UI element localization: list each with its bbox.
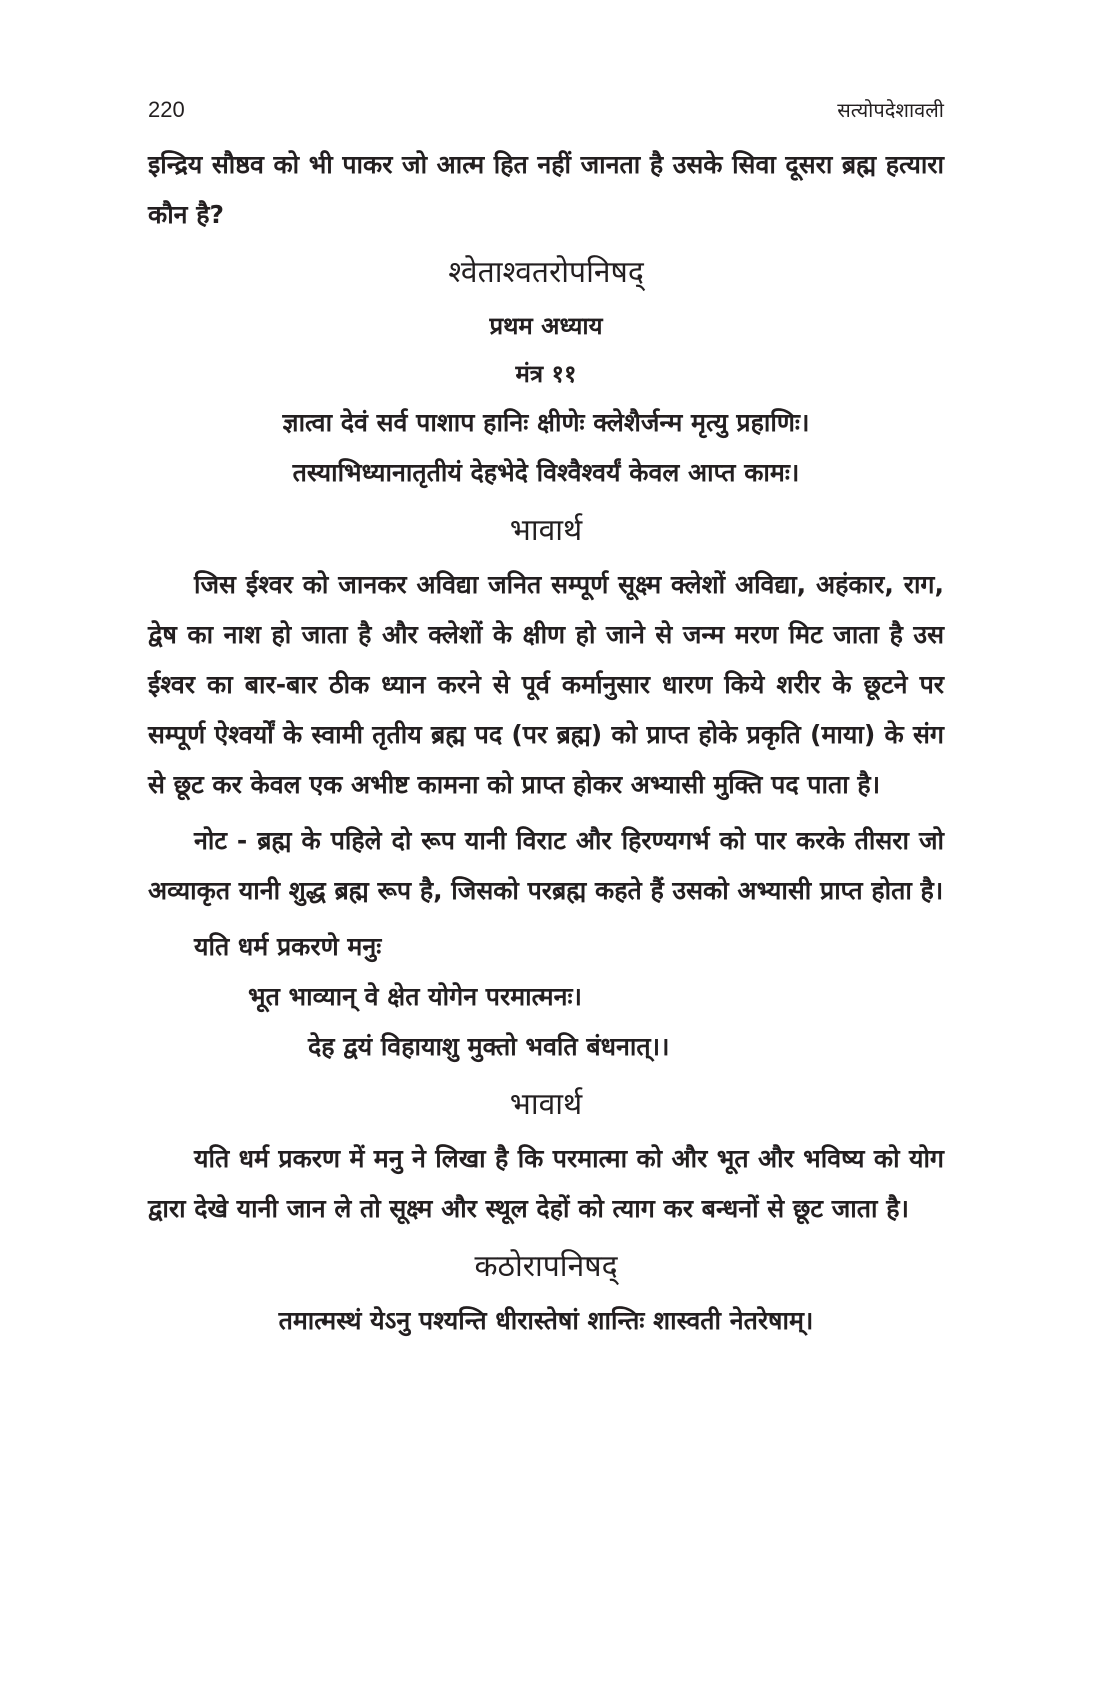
manu-meaning-paragraph: यति धर्म प्रकरण में मनु ने लिखा है कि परमात्मा को और भूत और भविष्य को योग द्वारा देखे यानी जान ले तो सूक्ष्म और स्थूल देहों को त्याग कर बन्धनों से छूट जाता है।	[148, 1144, 944, 1223]
verse-line: ज्ञात्वा देवं सर्व पाशाप हानिः क्षीणेः क्लेशैर्जन्म मृत्यु प्रहाणिः।	[282, 408, 810, 437]
section-title-shvetashvatara: श्वेताश्वतरोपनिषद्	[448, 255, 644, 290]
chapter-heading: प्रथम अध्याय	[489, 312, 603, 340]
manu-intro: यति धर्म प्रकरणे मनुः	[194, 932, 382, 961]
section-title-katha: कठोरापनिषद्	[474, 1249, 618, 1284]
page-number: 220	[148, 97, 185, 122]
meaning-paragraph: जिस ईश्वर को जानकर अविद्या जनित सम्पूर्ण सूक्ष्म क्लेशों अविद्या, अहंकार, राग, द्वेष का नाश हो जाता है और क्लेशों के क्षीण हो जाने से जन्म मरण मिट जाता है उस ईश्वर का बार-बार ठीक ध्यान करने से पूर्व कर्मानुसार धारण किये शरीर के छूटने पर सम्पूर्ण ऐश्वर्यों के स्वामी तृतीय ब्रह्म पद (पर ब्रह्म) को प्राप्त होके प्रकृति (माया) के संग से छूट कर केवल एक अभीष्ट कामना को प्राप्त होकर अभ्यासी मुक्ति पद पाता है।	[148, 570, 944, 799]
verse-line: भूत भाव्यान् वे क्षेत योगेन परमात्मनः।	[248, 982, 583, 1011]
verse-line: तस्याभिध्यानातृतीयं देहभेदे विश्वैश्वर्यं केवल आप्त कामः।	[292, 458, 800, 487]
book-page	[148, 96, 944, 1346]
verse-line: देह द्वयं विहायाशु मुक्तो भवति बंधनात्।।	[308, 1032, 670, 1061]
running-header	[148, 96, 944, 140]
meaning-heading: भावार्थ	[509, 513, 583, 548]
intro-paragraph: इन्द्रिय सौष्ठव को भी पाकर जो आत्म हित नहीं जानता है उसके सिवा दूसरा ब्रह्म हत्यारा कौन है?	[148, 150, 944, 229]
verse-line: तमात्मस्थं येऽनु पश्यन्ति धीरास्तेषां शान्तिः शास्वती नेतरेषाम्।	[278, 1306, 814, 1335]
mantra-heading: मंत्र ११	[515, 360, 577, 388]
book-title: सत्योपदेशावली	[837, 98, 944, 122]
meaning-heading: भावार्थ	[509, 1087, 583, 1122]
note-paragraph: नोट - ब्रह्म के पहिले दो रूप यानी विराट और हिरण्यगर्भ को पार करके तीसरा जो अव्याकृत यानी शुद्ध ब्रह्म रूप है, जिसको परब्रह्म कहते हैं उसको अभ्यासी प्राप्त होता है।	[148, 826, 944, 905]
